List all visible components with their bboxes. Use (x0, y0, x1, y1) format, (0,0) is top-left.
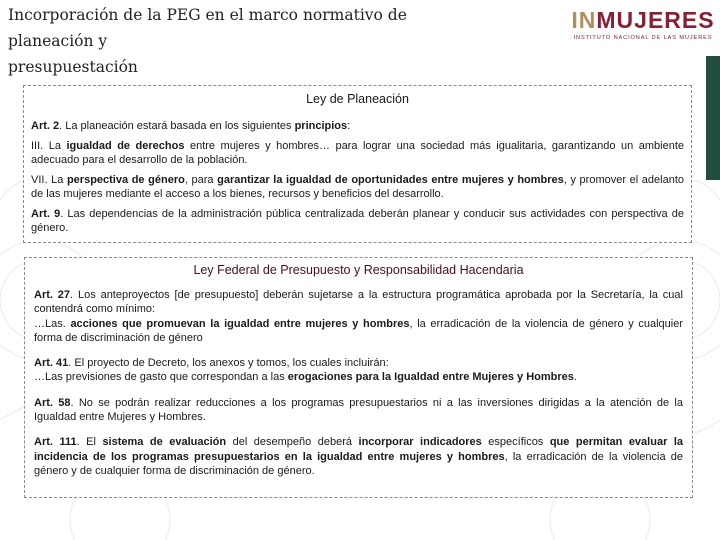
art-9-label: Art. 9 (31, 208, 61, 220)
art-2-bold: principios (294, 120, 348, 132)
fraccion-7-paragraph (31, 173, 684, 201)
logo-wordmark-rest: MUJERES (596, 7, 715, 33)
art-2-text: . La planeación estará basada en los siguientes (59, 120, 295, 132)
art-111-text-3: específicos (481, 436, 550, 449)
inmujeres-logo (568, 6, 718, 46)
art-27-paragraph (34, 288, 683, 345)
fraccion-7-text-mid: , para (184, 174, 218, 186)
art-41-text-2: …Las previsiones de gasto que correspondan a las (34, 371, 288, 384)
art-27-text-2: …Las. (34, 317, 71, 330)
art-41-paragraph (34, 356, 683, 385)
art-2-label: Art. 2 (31, 120, 60, 132)
fraccion-3-text-end: entre mujeres y hombres… para lograr una sociedad más igualitaria, garantizando un ambiente adecuado para el desarrollo de la población. (31, 140, 684, 166)
art-41-text: . El proyecto de Decreto, los anexos y tomos, los cuales incluirán: (68, 357, 389, 370)
art-27-label: Art. 27 (34, 289, 71, 301)
art-9-paragraph (31, 207, 684, 235)
fraccion-3-paragraph (31, 139, 684, 167)
side-accent-bar (706, 56, 720, 180)
art-41-label: Art. 41 (34, 357, 69, 370)
art-2-paragraph (31, 119, 684, 133)
page-title-line2: presupuestación (8, 58, 138, 76)
art-2-text-end: : (347, 120, 351, 132)
art-58-label: Art. 58 (34, 396, 71, 409)
art-27-text: . Los anteproyectos [de presupuesto] deberán sujetarse a la estructura programática aprobada por la Secretaría, la cual contendrá como mínimo: (34, 289, 683, 316)
art-41-bold: erogaciones para la Igualdad entre Mujeres y Hombres (287, 371, 574, 384)
ley-presupuesto-box (24, 257, 693, 498)
art-111-text: . El (76, 436, 103, 449)
fraccion-7-bold: perspectiva de género (66, 174, 185, 186)
art-27-bold: acciones que promuevan la igualdad entre mujeres y hombres (70, 317, 410, 330)
fraccion-7-text-end: , y promover el adelanto de las mujeres mediante el acceso a los bienes, recursos y beneficios del desarrollo. (31, 174, 684, 200)
logo-wordmark-in: IN (571, 7, 597, 33)
page-title (8, 2, 478, 80)
fraccion-3-bold: igualdad de derechos (66, 140, 185, 152)
art-27-text-end: , la erradicación de la violencia de género y cualquier forma de discriminación de género (34, 317, 683, 344)
fraccion-7-text: VII. La (31, 174, 67, 186)
art-41-text-end: . (573, 371, 577, 384)
logo-wordmark (568, 6, 718, 34)
art-111-bold: sistema de evaluación (102, 436, 227, 449)
ley-planeacion-heading: Ley de Planeación (306, 92, 409, 106)
logo-subtitle: INSTITUTO NACIONAL DE LAS MUJERES (573, 35, 713, 41)
art-111-text-2: del desempeño deberá (226, 436, 359, 449)
art-111-text-end: , la erradicación de la violencia de género y de cualquier forma de discriminación de género. (34, 450, 683, 477)
art-111-bold-3: que permitan evaluar la incidencia de los programas presupuestarios en la igualdad entre mujeres y hombres (34, 436, 684, 463)
fraccion-3-text: III. La (31, 140, 67, 152)
art-58-paragraph (34, 396, 683, 425)
art-111-label: Art. 111 (34, 436, 77, 449)
art-111-bold-2: incorporar indicadores (358, 436, 482, 449)
fraccion-7-bold-2: garantizar la igualdad de oportunidades entre mujeres y hombres (217, 174, 564, 186)
art-9-text: . Las dependencias de la administración pública centralizada deberán planear y conducir sus actividades con perspectiva de género. (31, 208, 684, 234)
art-58-text: . No se podrán realizar reducciones a los programas presupuestarios ni a las inversiones dirigidas a la atención de la Igualdad entre Mujeres y Hombres. (34, 396, 683, 424)
page-title-line1: Incorporación de la PEG en el marco normativo de planeación y (8, 6, 407, 50)
ley-presupuesto-heading: Ley Federal de Presupuesto y Responsabilidad Hacendaria (193, 263, 524, 277)
ley-planeacion-box (23, 85, 692, 243)
art-111-paragraph (34, 435, 683, 478)
